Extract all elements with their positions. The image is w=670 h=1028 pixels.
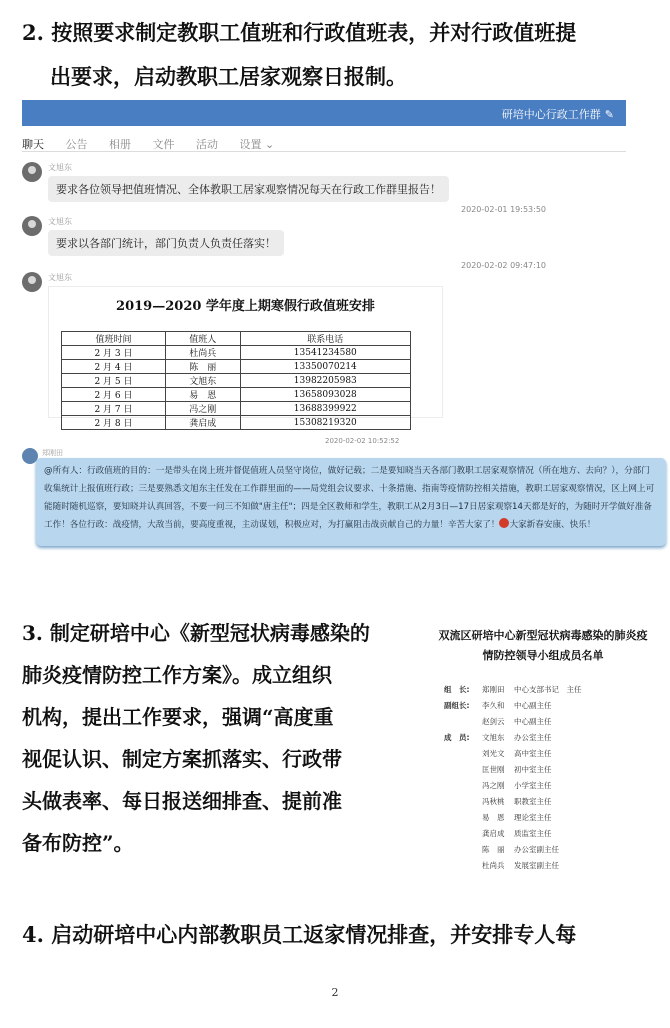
member-position: 初中室主任 — [514, 765, 552, 774]
list-item — [430, 684, 656, 700]
tab-files[interactable]: 文件 — [152, 138, 175, 151]
duty-schedule-table — [61, 331, 411, 430]
tab-settings[interactable]: 设置 ⌄ — [239, 138, 275, 151]
table-cell: 13982205983 — [240, 374, 410, 388]
member-role: 组 长: — [444, 685, 470, 694]
table-row — [62, 388, 411, 402]
column-header: 值班人 — [165, 332, 240, 346]
message-bubble[interactable]: 要求各位领导把值班情况、全体教职工居家观察情况每天在行政工作群里报告！ — [48, 176, 449, 202]
table-cell: 13658093028 — [240, 388, 410, 402]
list-item — [430, 812, 656, 828]
column-header: 值班时间 — [62, 332, 166, 346]
leadership-team-list — [430, 626, 656, 876]
member-name: 冯秋桃 — [482, 797, 505, 806]
table-row — [62, 416, 411, 430]
member-position: 职教室主任 — [514, 797, 552, 806]
group-chat-screenshot — [22, 100, 626, 429]
message-sender: 文旭东 — [48, 273, 72, 282]
table-row — [62, 360, 411, 374]
member-position: 中心支部书记 主任 — [514, 685, 582, 694]
table-cell: 13688399922 — [240, 402, 410, 416]
member-position: 理论室主任 — [514, 813, 552, 822]
member-position: 发展室副主任 — [514, 861, 559, 870]
member-name: 陈 丽 — [482, 845, 505, 854]
notice-message-bubble[interactable] — [36, 458, 666, 546]
member-position: 中心副主任 — [514, 717, 552, 726]
member-name: 郑刚田 — [482, 685, 505, 694]
tab-activities[interactable]: 活动 — [196, 138, 218, 151]
list-item — [430, 796, 656, 812]
group-name: 研培中心行政工作群 — [501, 108, 601, 121]
member-position: 小学室主任 — [514, 781, 552, 790]
notice-timestamp: 2020-02-02 10:52:52 — [325, 437, 400, 445]
member-name: 文旭东 — [482, 733, 505, 742]
section-3-line: 头做表率、每日报送细排查、提前准 — [22, 789, 342, 813]
duty-schedule-image[interactable] — [48, 286, 443, 429]
table-cell: 13350070214 — [240, 360, 410, 374]
list-item — [430, 844, 656, 860]
tab-announcements[interactable]: 公告 — [65, 138, 88, 151]
list-item — [430, 700, 656, 716]
member-role: 成 员: — [444, 733, 470, 742]
table-cell: 龚启成 — [165, 416, 240, 430]
column-header: 联系电话 — [240, 332, 410, 346]
section-3-line: 视促认识、制定方案抓落实、行政带 — [22, 747, 342, 771]
message-sender: 文旭东 — [48, 217, 72, 226]
duty-schedule-title: 2019—2020 学年度上期寒假行政值班安排 — [116, 299, 375, 314]
table-cell: 15308219320 — [240, 416, 410, 430]
chat-tabs — [22, 126, 626, 152]
member-position: 办公室主任 — [514, 733, 552, 742]
table-cell: 2 月 3 日 — [62, 346, 166, 360]
list-item — [430, 764, 656, 780]
list-item — [430, 860, 656, 876]
table-cell: 2 月 6 日 — [62, 388, 166, 402]
edit-icon[interactable]: ✎ — [604, 108, 614, 121]
section-4-heading: 4. 启动研培中心内部教职员工返家情况排查，并安排专人每 — [22, 922, 577, 947]
table-cell: 易 恩 — [165, 388, 240, 402]
notice-tail: 大家新春安康、快乐！ — [509, 520, 596, 530]
sender-avatar[interactable] — [22, 272, 42, 292]
section-2-heading-line-1: 2. 按照要求制定教职工值班和行政值班表，并对行政值班提 — [22, 20, 577, 45]
sender-avatar[interactable] — [22, 162, 42, 182]
list-item — [430, 748, 656, 764]
member-position: 办公室副主任 — [514, 845, 559, 854]
message-bubble[interactable]: 要求以各部门统计，部门负责人负责任落实！ — [48, 230, 284, 256]
sender-avatar[interactable] — [22, 216, 42, 236]
table-cell: 2 月 7 日 — [62, 402, 166, 416]
member-position: 中心副主任 — [514, 701, 552, 710]
table-header-row — [62, 332, 411, 346]
table-cell: 2 月 8 日 — [62, 416, 166, 430]
message-timestamp: 2020-02-02 09:47:10 — [461, 261, 546, 270]
member-name: 匡世刚 — [482, 765, 505, 774]
notice-text: @所有人：行政值班的目的：一是带头在岗上班并督促值班人员坚守岗位，做好记载；二是要知晓当天各部门教职工居家观察情况（所在地方、去向？），分部门收集统计上报值班行政；三是要熟悉文旭东主任发在工作群里面的——局党组会议要求、十条措施、指南等疫情防控相关措施，教职工居家观察情况，区上网上可能随时随机巡察，要知晓并认真回答，不要一问三不知做"唐主任"；四是全区教师和学生，教职工从2月3日—17日居家观察14天都是好的，为随时开学做好准备工作！各位行政：战疫情，大敌当前，要高度重视，主动谋划，积极应对，为打赢阻击战贡献自己的力量！辛苦大家了！ — [44, 466, 655, 530]
section-3-line: 备布防控”。 — [22, 831, 134, 855]
table-cell: 杜尚兵 — [165, 346, 240, 360]
section-3-paragraph — [22, 612, 412, 864]
tab-chat[interactable]: 聊天 — [22, 138, 44, 151]
flower-emoji-icon — [499, 518, 509, 528]
table-row — [62, 346, 411, 360]
table-cell: 2 月 4 日 — [62, 360, 166, 374]
member-position: 高中室主任 — [514, 749, 552, 758]
table-row — [62, 402, 411, 416]
member-position: 质监室主任 — [514, 829, 552, 838]
member-name: 刘光文 — [482, 749, 505, 758]
section-2-heading-line-2: 出要求，启动教职工居家观察日报制。 — [50, 64, 407, 89]
section-3-line: 3. 制定研培中心《新型冠状病毒感染的 — [22, 621, 370, 645]
list-item — [430, 732, 656, 748]
table-row — [62, 374, 411, 388]
section-3-line: 机构，提出工作要求，强调“高度重 — [22, 705, 334, 729]
team-title-line-2: 情防控领导小组成员名单 — [482, 649, 604, 662]
team-title-line-1: 双流区研培中心新型冠状病毒感染的肺炎疫 — [438, 629, 648, 642]
member-name: 龚启成 — [482, 829, 505, 838]
tab-album[interactable]: 相册 — [109, 138, 131, 151]
notice-sender: 郑刚田 — [42, 449, 63, 457]
message-timestamp: 2020-02-01 19:53:50 — [461, 205, 546, 214]
message-sender: 文旭东 — [48, 163, 72, 172]
member-name: 杜尚兵 — [482, 861, 505, 870]
list-item — [430, 828, 656, 844]
list-item — [430, 780, 656, 796]
chat-title-bar — [22, 100, 626, 126]
member-name: 易 恩 — [482, 813, 505, 822]
section-3-line: 肺炎疫情防控工作方案》。成立组织 — [22, 663, 332, 687]
table-cell: 13541234580 — [240, 346, 410, 360]
member-name: 李久和 — [482, 701, 505, 710]
page-number: 2 — [331, 986, 339, 999]
member-name: 赵剑云 — [482, 717, 505, 726]
list-item — [430, 716, 656, 732]
team-members — [430, 684, 656, 876]
table-cell: 陈 丽 — [165, 360, 240, 374]
table-cell: 2 月 5 日 — [62, 374, 166, 388]
member-role: 副组长: — [444, 701, 470, 710]
table-cell: 冯之刚 — [165, 402, 240, 416]
member-name: 冯之刚 — [482, 781, 505, 790]
table-cell: 文旭东 — [165, 374, 240, 388]
